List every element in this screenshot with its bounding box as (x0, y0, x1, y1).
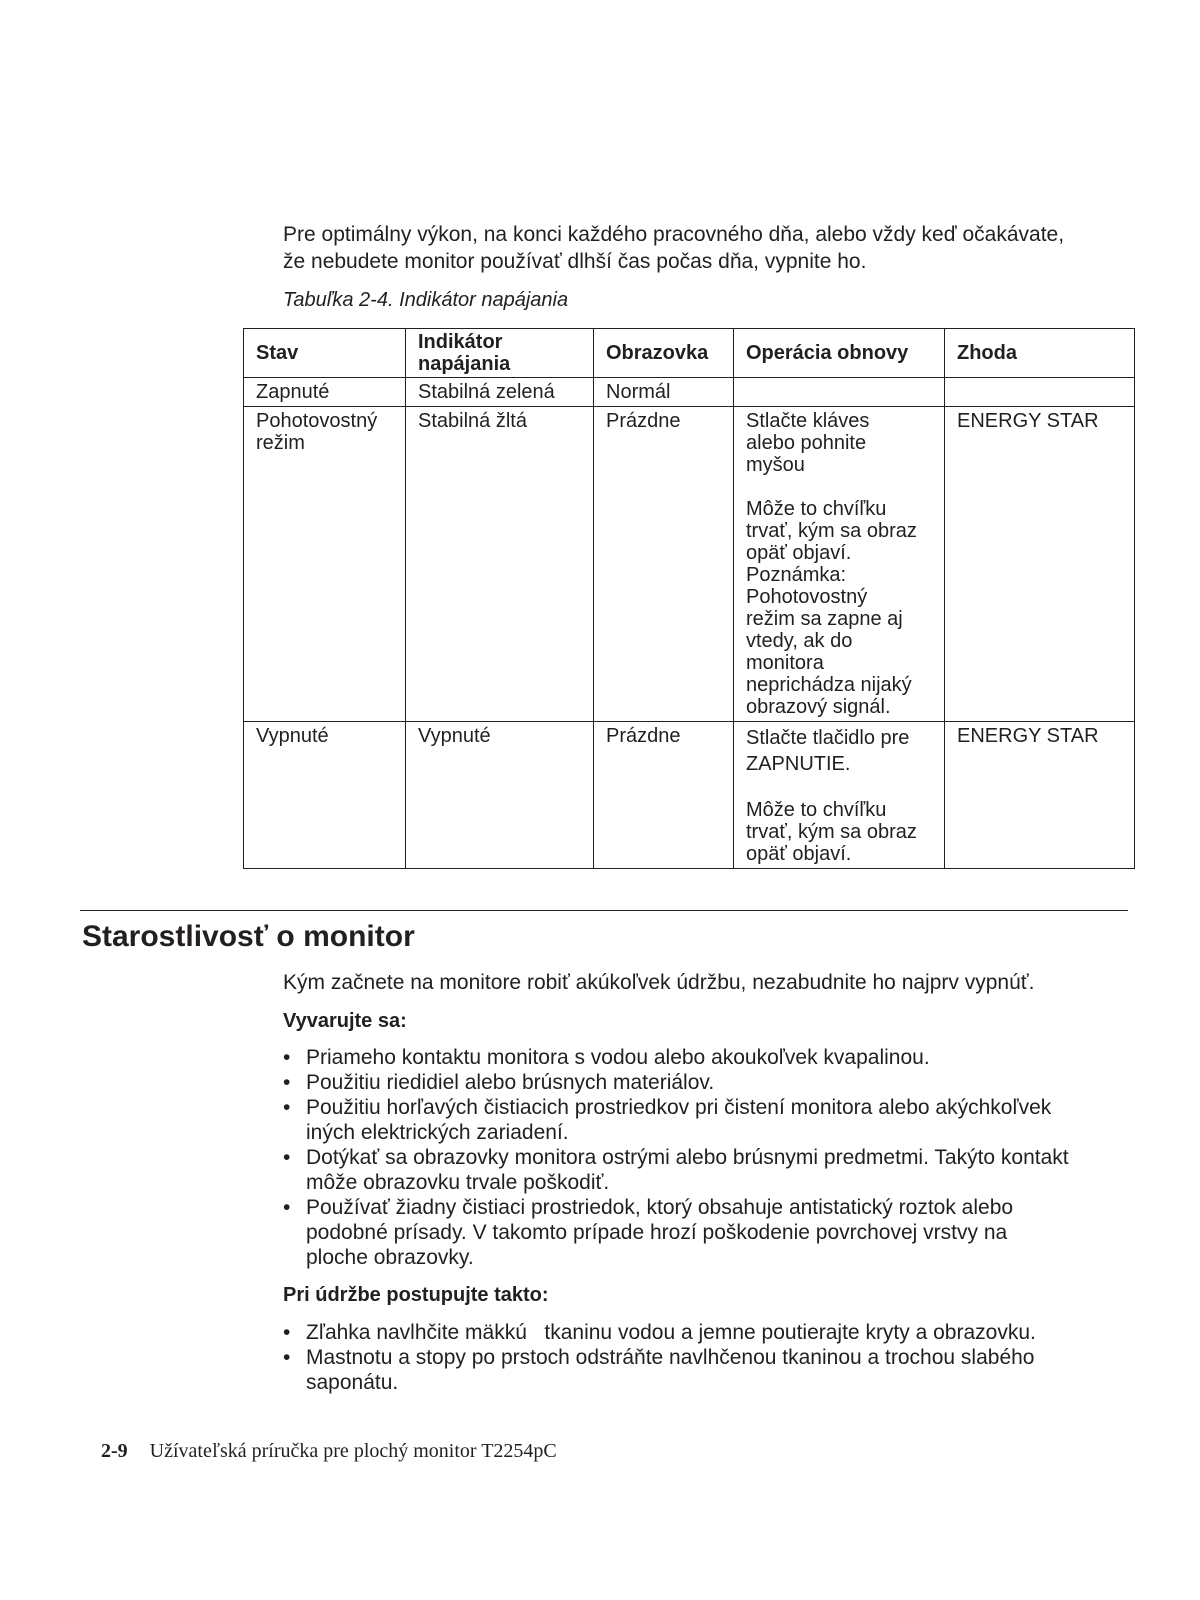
paragraph-gap (746, 777, 932, 799)
list-item-text: Použitiu horľavých čistiacich prostriedkov pri čistení monitora alebo akýchkoľvek (306, 1096, 1052, 1119)
list-item (283, 1095, 1143, 1145)
bullet-icon: • (283, 1146, 291, 1169)
operacia-line: vtedy, ak do (746, 630, 853, 652)
list-item-text: Zľahka navlhčite mäkkú tkaninu vodou a jemne poutierajte kryty a obrazovku. (306, 1321, 1036, 1344)
operacia-line: trvať, kým sa obraz (746, 821, 917, 843)
intro-line: Pre optimálny výkon, na konci každého pracovného dňa, alebo vždy keď očakávate, (283, 223, 1065, 246)
operacia-line: opäť objaví. (746, 843, 852, 865)
cell-indikator: Stabilná zelená (406, 378, 594, 407)
operacia-line: obrazový signál. (746, 696, 891, 718)
list-item (283, 1320, 1143, 1345)
list-item-text: saponátu. (306, 1371, 399, 1394)
warn-list (283, 1045, 1143, 1270)
operacia-line: Stlačte kláves (746, 410, 870, 432)
section-title: Starostlivosť o monitor (82, 920, 415, 953)
cell-operacia (734, 722, 945, 869)
list-item-text: Použitiu riedidiel alebo brúsnych materiálov. (306, 1071, 715, 1094)
cell-stav-line: Pohotovostný (256, 410, 378, 432)
cell-zhoda: ENERGY STAR (945, 722, 1135, 869)
bullet-icon: • (283, 1196, 291, 1219)
operacia-line: Môže to chvíľku (746, 799, 887, 821)
list-item-text: Používať žiadny čistiaci prostriedok, ktorý obsahuje antistatický roztok alebo (306, 1196, 1014, 1219)
list-item-text: môže obrazovku trvale poškodiť. (306, 1171, 610, 1194)
operacia-line: alebo pohnite (746, 432, 867, 454)
operacia-line: trvať, kým sa obraz (746, 520, 917, 542)
cell-indikator: Vypnuté (406, 722, 594, 869)
cell-indikator: Stabilná žltá (406, 407, 594, 722)
header-zhoda: Zhoda (945, 329, 1135, 378)
operacia-line: Pohotovostný (746, 586, 868, 608)
list-item (283, 1145, 1143, 1195)
page-footer (101, 1440, 557, 1463)
list-item-text: podobné prísady. V takomto prípade hrozí poškodenie povrchovej vrstvy na (306, 1221, 1008, 1244)
operacia-line: Môže to chvíľku (746, 498, 887, 520)
warn-heading: Vyvarujte sa: (283, 1010, 407, 1032)
care-list (283, 1320, 1143, 1395)
table-row (244, 407, 1135, 722)
header-obrazovka: Obrazovka (594, 329, 734, 378)
operacia-line: Poznámka: (746, 564, 847, 586)
cell-operacia (734, 378, 945, 407)
operacia-line: monitora (746, 652, 824, 674)
list-item-text: Dotýkať sa obrazovky monitora ostrými alebo brúsnymi predmetmi. Takýto kontakt (306, 1146, 1069, 1169)
cell-stav: Zapnuté (244, 378, 406, 407)
section-intro: Kým začnete na monitore robiť akúkoľvek údržbu, nezabudnite ho najprv vypnúť. (283, 971, 1035, 994)
cell-zhoda: ENERGY STAR (945, 407, 1135, 722)
header-operacia: Operácia obnovy (734, 329, 945, 378)
list-item-text: ploche obrazovky. (306, 1246, 474, 1269)
cell-obrazovka: Prázdne (594, 722, 734, 869)
bullet-icon: • (283, 1071, 291, 1094)
table-row (244, 722, 1135, 869)
operacia-line: Stlačte tlačidlo pre (746, 727, 910, 749)
list-item (283, 1195, 1143, 1270)
cell-stav (244, 407, 406, 722)
table-caption: Tabuľka 2-4. Indikátor napájania (283, 289, 569, 311)
bullet-icon: • (283, 1046, 291, 1069)
intro-line: že nebudete monitor používať dlhší čas počas dňa, vypnite ho. (283, 250, 867, 273)
page-number: 2-9 (101, 1440, 128, 1462)
header-indikator (406, 329, 594, 378)
bullet-icon: • (283, 1096, 291, 1119)
cell-operacia (734, 407, 945, 722)
operacia-line: ZAPNUTIE. (746, 753, 851, 775)
list-item-text: iných elektrických zariadení. (306, 1121, 569, 1144)
cell-obrazovka: Normál (594, 378, 734, 407)
table-header-row (244, 329, 1135, 378)
bullet-icon: • (283, 1321, 291, 1344)
list-item (283, 1045, 1143, 1070)
section-divider (80, 910, 1128, 911)
header-stav: Stav (244, 329, 406, 378)
operacia-line: myšou (746, 454, 805, 476)
list-item-text: Priameho kontaktu monitora s vodou alebo akoukoľvek kvapalinou. (306, 1046, 930, 1069)
list-item-text: Mastnotu a stopy po prstoch odstráňte navlhčenou tkaninou a trochou slabého (306, 1346, 1035, 1369)
power-indicator-table (243, 328, 1135, 869)
cell-stav-line: režim (256, 432, 305, 454)
bullet-icon: • (283, 1346, 291, 1369)
list-item (283, 1345, 1143, 1395)
intro-paragraph (283, 221, 1143, 275)
cell-zhoda (945, 378, 1135, 407)
header-indikator-line: Indikátor (418, 331, 503, 353)
operacia-line: opäť objaví. (746, 542, 852, 564)
table-row (244, 378, 1135, 407)
document-title: Užívateľská príručka pre plochý monitor T2254pC (149, 1440, 557, 1462)
care-heading: Pri údržbe postupujte takto: (283, 1284, 549, 1306)
header-indikator-line: napájania (418, 353, 511, 375)
list-item (283, 1070, 1143, 1095)
cell-obrazovka: Prázdne (594, 407, 734, 722)
operacia-line: režim sa zapne aj (746, 608, 903, 630)
cell-stav: Vypnuté (244, 722, 406, 869)
paragraph-gap (746, 476, 932, 498)
operacia-line: neprichádza nijaký (746, 674, 912, 696)
